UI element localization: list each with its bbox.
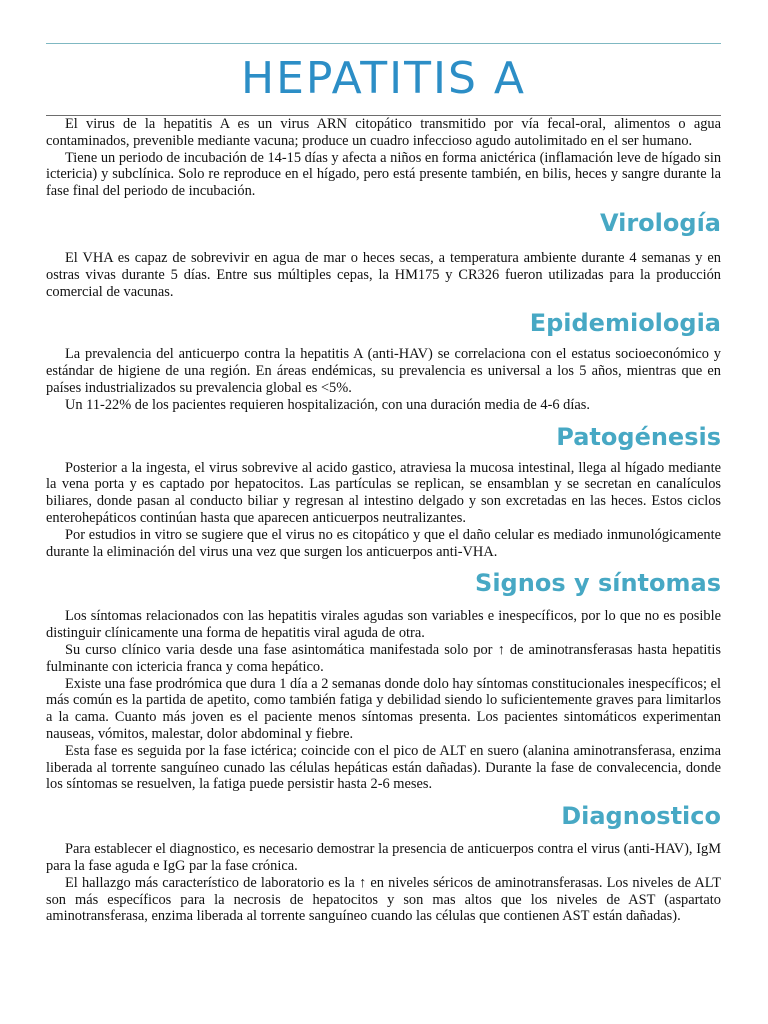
section-paragraph: La prevalencia del anticuerpo contra la hepatitis A (anti-HAV) se correlaciona con el estatus socioeconómico y estándar de higiene de una región. En áreas endémicas, su prevalencia es universal a los 5 años, mientras que en países industrializados su prevalencia global es <5%.	[46, 346, 721, 396]
section-paragraph: Los síntomas relacionados con las hepatitis virales agudas son variables e inespecíficos, por lo que no es posible distinguir clínicamente una forma de hepatitis viral aguda de otra.	[46, 608, 721, 642]
section-heading: Virología	[599, 208, 721, 237]
section-paragraph: El VHA es capaz de sobrevivir en agua de mar o heces secas, a temperatura ambiente durante 4 semanas y en ostras vivas durante 5 días. Entre sus múltiples cepas, la HM175 y CR326 fueron utilizadas para la producción comercial de vacunas.	[46, 249, 721, 300]
section-paragraph: Por estudios in vitro se sugiere que el virus no es citopático y que el daño celular es mediado inmunológicamente durante la eliminación del virus una vez que surgen los anticuerpos anti-VHA.	[46, 526, 721, 560]
section-signos-sintomas	[46, 568, 721, 793]
section-paragraph: Esta fase es seguida por la fase ictérica; coincide con el pico de ALT en suero (alanina aminotransferasa, enzima liberada al torrente sanguíneo cunado las células hepáticas están dañadas). Durante la fase de convalecencia, donde los síntomas se resuelven, la fatiga puede persistir hasta 2-6 meses.	[46, 742, 721, 793]
section-diagnostico	[46, 801, 721, 925]
document-body	[46, 116, 721, 925]
section-paragraph: Para establecer el diagnostico, es necesario demostrar la presencia de anticuerpos contra el virus (anti-HAV), IgM para la fase aguda e IgG par la fase crónica.	[46, 841, 721, 874]
intro-paragraph: El virus de la hepatitis A es un virus ARN citopático transmitido por vía fecal-oral, alimentos o agua contaminados, prevenible mediante vacuna; produce un cuadro infeccioso agudo autolimitado en el ser humano.	[46, 116, 721, 149]
section-paragraph: Su curso clínico varia desde una fase asintomática manifestada solo por ↑ de aminotransferasas hasta hepatitis fulminante con ictericia franca y coma hepático.	[46, 641, 721, 675]
section-epidemiologia	[46, 308, 721, 413]
section-paragraph: Posterior a la ingesta, el virus sobrevive al acido gastico, atraviesa la mucosa intestinal, llega al hígado mediante la vena porta y es captado por hepatocitos. Las partículas se replican, se ensamblan y se secretan en canalículos biliares, donde pasan al conducto biliar y regresan al intestino delgado y son excretadas en las heces. Estos ciclos enterohepáticos continúan hasta que aparecen anticuerpos neutralizantes.	[46, 459, 721, 526]
intro-section	[46, 116, 721, 200]
top-rule	[46, 43, 721, 44]
section-heading: Diagnostico	[561, 802, 721, 831]
section-paragraph: Existe una fase prodrómica que dura 1 día a 2 semanas donde dolo hay síntomas constitucionales inespecíficos; el más común es la partida de apetito, como también fatiga y debilidad siendo lo suficientemente graves para limitarlos a la cama. Cuanto más joven es el paciente menos síntomas presenta. Los pacientes sintomáticos experimentan nauseas, vómitos, malestar, dolor abdominal y fiebre.	[46, 675, 721, 742]
page-title: HEPATITIS A	[240, 53, 526, 104]
section-paragraph: Un 11-22% de los pacientes requieren hospitalización, con una duración media de 4-6 días.	[65, 396, 590, 413]
section-virologia	[46, 208, 721, 300]
section-heading: Epidemiologia	[529, 309, 721, 338]
intro-paragraph: Tiene un periodo de incubación de 14-15 días y afecta a niños en forma anictérica (inflamación leve de hígado sin ictericia) y subclínica. Solo re reproduce en el hígado, pero está presente también, en bilis, heces y sangre durante la fase final del periodo de incubación.	[46, 149, 722, 200]
section-heading: Signos y síntomas	[475, 569, 721, 598]
section-heading: Patogénesis	[556, 422, 721, 451]
section-patogenesis	[46, 422, 721, 561]
section-paragraph: El hallazgo más característico de laboratorio es la ↑ en niveles séricos de aminotransferasas. Los niveles de ALT son más específicos para la necrosis de hepatocitos y son mas altos que los niveles de AST (aspartato aminotransferasa, enzima liberada al torrente sanguíneo cuando las células que contienen AST están dañadas).	[46, 874, 721, 925]
